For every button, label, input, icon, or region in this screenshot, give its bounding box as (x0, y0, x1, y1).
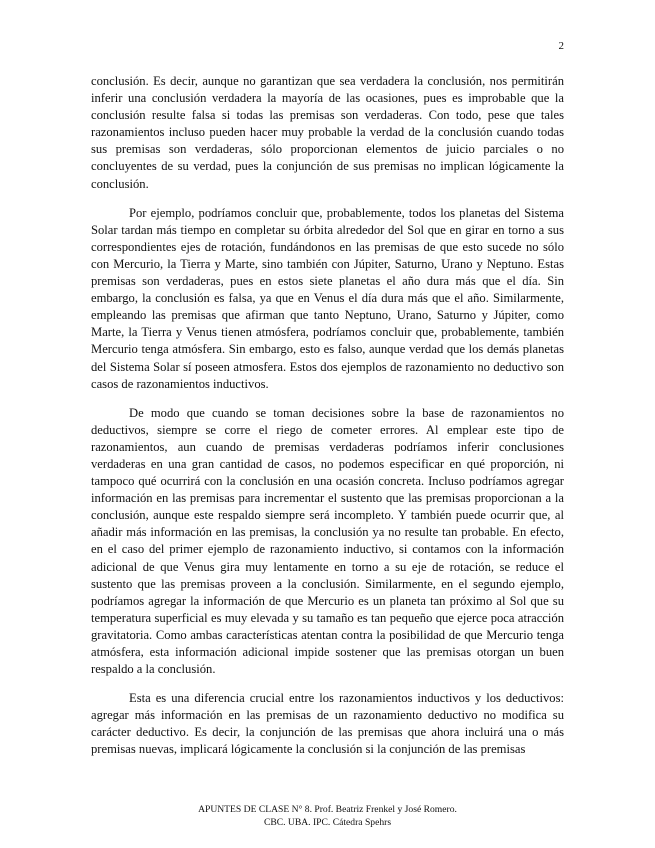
paragraph-decisions: De modo que cuando se toman decisiones sobre la base de razonamientos no deductivos, siempre se corre el riego de cometer errores. Al emplear este tipo de razonamientos, aun cuando de premisas verdaderas podríamos inferir conclusiones verdaderas en una gran cantidad de casos, no podemos especificar en qué proporción, ni tampoco qué ocurrirá con la conclusión en una ocasión concreta. Incluso podríamos agregar información en las premisas para incrementar el sustento que las premisas proporcionan a la conclusión, aunque este respaldo siempre será incompleto. Y también puede ocurrir que, al añadir más información en las premisas, la conclusión ya no resulte tan probable. En efecto, en el caso del primer ejemplo de razonamiento inductivo, si contamos con la información adicional de que Venus gira muy lentamente en torno a su eje de rotación, se reduce el sustento que las premisas proveen a la conclusión. Similarmente, en el segundo ejemplo, podríamos agregar la información de que Mercurio es un planeta tan próximo al Sol que su temperatura superficial es muy elevada y su tamaño es tan pequeño que ejerce poca atracción gravitatoria. Como ambas características atentan contra la posibilidad de que Mercurio tenga atmósfera, esta información adicional impide sostener que las premisas otorgan un buen respaldo a la conclusión. (91, 405, 564, 677)
body-text (91, 73, 564, 759)
page-footer (0, 803, 655, 829)
paragraph-difference: Esta es una diferencia crucial entre los razonamientos inductivos y los deductivos: agregar más información en las premisas de un razonamiento deductivo no modifica su carácter deductivo. Es decir, la conjunción de las premisas que ahora incluirá una o más premisas nuevas, implicará lógicamente la conclusión si la conjunción de las premisas (91, 691, 564, 757)
paragraph-continuation: conclusión. Es decir, aunque no garantizan que sea verdadera la conclusión, nos permitirán inferir una conclusión verdadera la mayoría de las ocasiones, pues es improbable que la conclusión resulte falsa si todas las premisas son verdaderas. Con todo, pese que tales razonamientos incluso pueden hacer muy probable la verdad de la conclusión cuando todas sus premisas son verdaderas, sólo proporcionan elementos de juicio parciales o no concluyentes de su verdad, pues la conjunción de sus premisas no implican lógicamente la conclusión. (91, 74, 564, 191)
footer-line-institution: CBC. UBA. IPC. Cátedra Spehrs (263, 817, 392, 828)
footer-line-course: APUNTES DE CLASE N° 8. Prof. Beatriz Frenkel y José Romero. (198, 804, 457, 815)
page-number: 2 (558, 40, 564, 52)
paragraph-example: Por ejemplo, podríamos concluir que, probablemente, todos los planetas del Sistema Solar tardan más tiempo en completar su órbita alrededor del Sol que en girar en torno a sus correspondientes ejes de rotación, fundándonos en las premisas de que esto sucede no sólo con Mercurio, la Tierra y Marte, sino también con Júpiter, Saturno, Urano y Neptuno. Estas premisas son verdaderas, pues en estos siete planetas el año dura más que el día. Sin embargo, la conclusión es falsa, ya que en Venus el día dura más que el año. Similarmente, empleando las premisas que afirman que tanto Neptuno, Urano, Saturno y Júpiter, como Marte, la Tierra y Venus tienen atmósfera, podríamos concluir que, probablemente, también Mercurio tenga atmósfera. Sin embargo, esto es falso, aunque verdad que los demás planetas del Sistema Solar sí poseen atmosfera. Estos dos ejemplos de razonamiento no deductivo son casos de razonamientos inductivos. (91, 205, 564, 391)
